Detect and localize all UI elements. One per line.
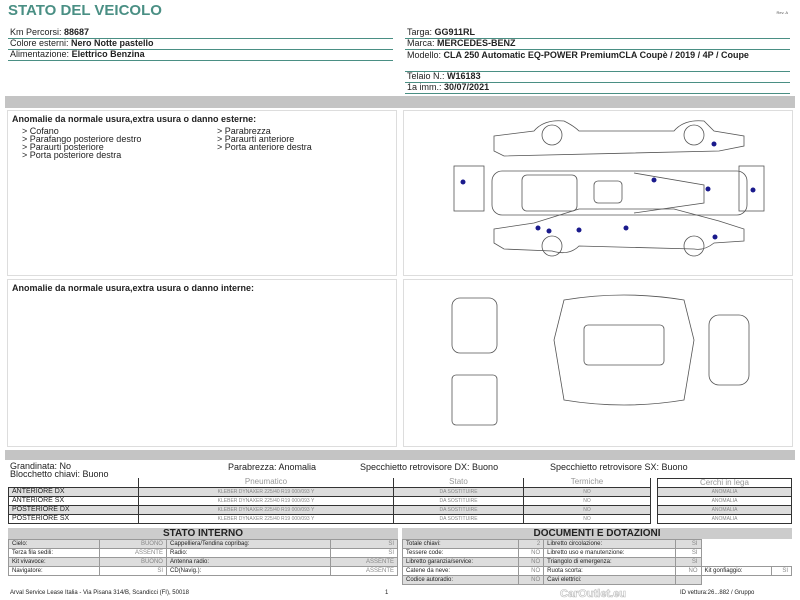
cell-label: Antenna radio: — [166, 558, 330, 567]
cell-value: ASSENTE — [100, 549, 167, 558]
cell-value: SI — [676, 540, 701, 549]
car-exterior-diagram — [404, 111, 794, 277]
footer-code: ID vettura:26...882 / Gruppo — [680, 590, 755, 596]
cell-value: ASSENTE — [331, 558, 398, 567]
table-row: POSTERIORE SX KLEBER DYNAXER 225/40 R19 000/093 Y DA SOSTITUIRE NO — [9, 514, 651, 523]
exterior-damage-panel — [7, 110, 397, 276]
exterior-damage-list — [22, 127, 396, 159]
cell-label: Kit vivavoce: — [9, 558, 100, 567]
tyres-table — [8, 478, 651, 524]
col-header: Cerchi in lega — [658, 479, 792, 488]
field-colore: Colore esterni: Nero Notte pastello — [8, 39, 393, 50]
interior-diagram-panel — [403, 279, 793, 447]
cell-label: Libretto circolazione: — [544, 540, 676, 549]
field-telaio: Telaio N.: W16183 — [405, 72, 790, 83]
cell-label: Catene da neve: — [403, 567, 519, 576]
col-header: Pneumatico — [139, 478, 394, 487]
cell-value: BUONO — [100, 540, 167, 549]
exterior-title: Anomalie da normale usura,extra usura o danno esterne: — [12, 114, 257, 124]
field-alimentazione: Alimentazione: Elettrico Benzina — [8, 50, 393, 61]
car-side-top — [494, 121, 744, 156]
cell-value: ASSENTE — [331, 567, 398, 576]
section-title: DOCUMENTI E DOTAZIONI — [402, 528, 792, 539]
specchietto-dx-status: Specchietto retrovisore DX: Buono — [360, 462, 499, 472]
cerchi-table — [657, 478, 792, 524]
cell-value: SI — [331, 540, 398, 549]
cell: ANOMALIA — [658, 497, 792, 506]
cell-label: Radio: — [166, 549, 330, 558]
list-item: > Parabrezza — [217, 126, 271, 136]
table-row — [9, 558, 398, 567]
car-side-bottom — [494, 209, 744, 256]
col-header: Termiche — [524, 478, 651, 487]
cabin-view — [554, 295, 694, 405]
table-row — [403, 576, 792, 585]
stato-interno-table — [8, 539, 398, 576]
trunk-view — [452, 298, 497, 353]
cell: ANOMALIA — [658, 506, 792, 515]
interior-damage-panel — [7, 279, 397, 447]
cell-value: NO — [519, 558, 544, 567]
cell-label: Cavi elettrici: — [544, 576, 676, 585]
list-item: > Porta posteriore destra — [22, 150, 122, 160]
cell-label: Triangolo di emergenza: — [544, 558, 676, 567]
cell-label: Libretto uso e manutenzione: — [544, 549, 676, 558]
table-row — [9, 567, 398, 576]
cell-value: SI — [331, 549, 398, 558]
cell-value: NO — [519, 576, 544, 585]
cell-value: SI — [676, 558, 701, 567]
table-row — [403, 549, 792, 558]
interior-title: Anomalie da normale usura,extra usura o danno interne: — [12, 283, 255, 293]
documenti-section — [402, 528, 792, 585]
summary-left — [10, 462, 109, 478]
parabrezza-status: Parabrezza: Anomalia — [228, 462, 317, 472]
grandinata-status: Grandinata: No — [10, 461, 72, 471]
cell-value: SI — [100, 567, 167, 576]
table-row — [403, 567, 792, 576]
table-row — [9, 549, 398, 558]
list-item: > Paraurti posteriore — [22, 142, 104, 152]
cell-label: Cielo: — [9, 540, 100, 549]
list-item: > Porta anteriore destra — [217, 142, 312, 152]
field-immatricolazione: 1a imm.: 30/07/2021 — [405, 83, 790, 94]
boot-view — [452, 375, 497, 425]
cell-label: Terza fila sedili: — [9, 549, 100, 558]
section-divider — [5, 450, 795, 460]
section-title: STATO INTERNO — [8, 528, 398, 539]
documenti-table — [402, 539, 792, 585]
cell-value: NO — [676, 567, 701, 576]
cell-label: CD(Navig.): — [166, 567, 330, 576]
cell-label: Navigatore: — [9, 567, 100, 576]
stato-interno-section — [8, 528, 398, 576]
col-header: Stato — [394, 478, 524, 487]
page-number: 1 — [385, 590, 389, 596]
cell-label: Tessere code: — [403, 549, 519, 558]
page-title: STATO DEL VEICOLO — [8, 2, 162, 19]
section-divider — [5, 96, 795, 108]
cell: ANOMALIA — [658, 488, 792, 497]
revision: Rev. A — [776, 10, 788, 15]
cell-label: Libretto garanzia/service: — [403, 558, 519, 567]
cell-value: BUONO — [100, 558, 167, 567]
cell-value: NO — [519, 567, 544, 576]
blocchetto-status: Blocchetto chiavi: Buono — [10, 469, 109, 479]
table-row — [403, 540, 792, 549]
cell-value: 2 — [519, 540, 544, 549]
watermark-logo: CarOutlet.eu — [560, 588, 627, 600]
cell-value: NO — [519, 549, 544, 558]
list-item: > Paraurti anteriore — [217, 134, 295, 144]
cell-value: SI — [676, 549, 701, 558]
car-top-view — [492, 171, 747, 215]
table-row: POSTERIORE DX KLEBER DYNAXER 225/40 R19 000/093 Y DA SOSTITUIRE NO — [9, 505, 651, 514]
cell: ANOMALIA — [658, 515, 792, 524]
field-km: Km Percorsi: 88687 — [8, 28, 393, 39]
car-rear-view — [454, 166, 484, 211]
dashboard-view — [709, 315, 749, 385]
footer-address: Arval Service Lease Italia - Via Pisana 314/B, Scandicci (FI), 50018 — [10, 590, 189, 596]
cell-label: Kit gonfiaggio: — [701, 567, 772, 576]
vehicle-info-left — [8, 28, 393, 61]
cell-value — [676, 576, 701, 585]
exterior-diagram-panel — [403, 110, 793, 276]
cell-label: Ruota scorta: — [544, 567, 676, 576]
table-row — [403, 558, 792, 567]
table-row — [9, 540, 398, 549]
table-row: ANTERIORE SX KLEBER DYNAXER 225/40 R19 000/093 Y DA SOSTITUIRE NO — [9, 496, 651, 505]
cell-value: SI — [772, 567, 792, 576]
table-row: ANTERIORE DX KLEBER DYNAXER 225/40 R19 000/093 Y DA SOSTITUIRE NO — [9, 487, 651, 496]
list-item: > Cofano — [22, 126, 59, 136]
list-item: > Parafango posteriore destro — [22, 134, 142, 144]
field-marca: Marca: MERCEDES-BENZ — [405, 39, 790, 50]
cell-label: Codice autoradio: — [403, 576, 519, 585]
field-modello: Modello: CLA 250 Automatic EQ-POWER PremiumCLA Coupè / 2019 / 4P / Coupe — [405, 50, 790, 72]
car-interior-diagram — [404, 280, 794, 448]
cell-label: Totale chiavi: — [403, 540, 519, 549]
field-targa: Targa: GG911RL — [405, 28, 790, 39]
vehicle-info-right — [405, 28, 790, 94]
specchietto-sx-status: Specchietto retrovisore SX: Buono — [550, 462, 688, 472]
cell-label: Cappelliera/Tendina copribag: — [166, 540, 330, 549]
